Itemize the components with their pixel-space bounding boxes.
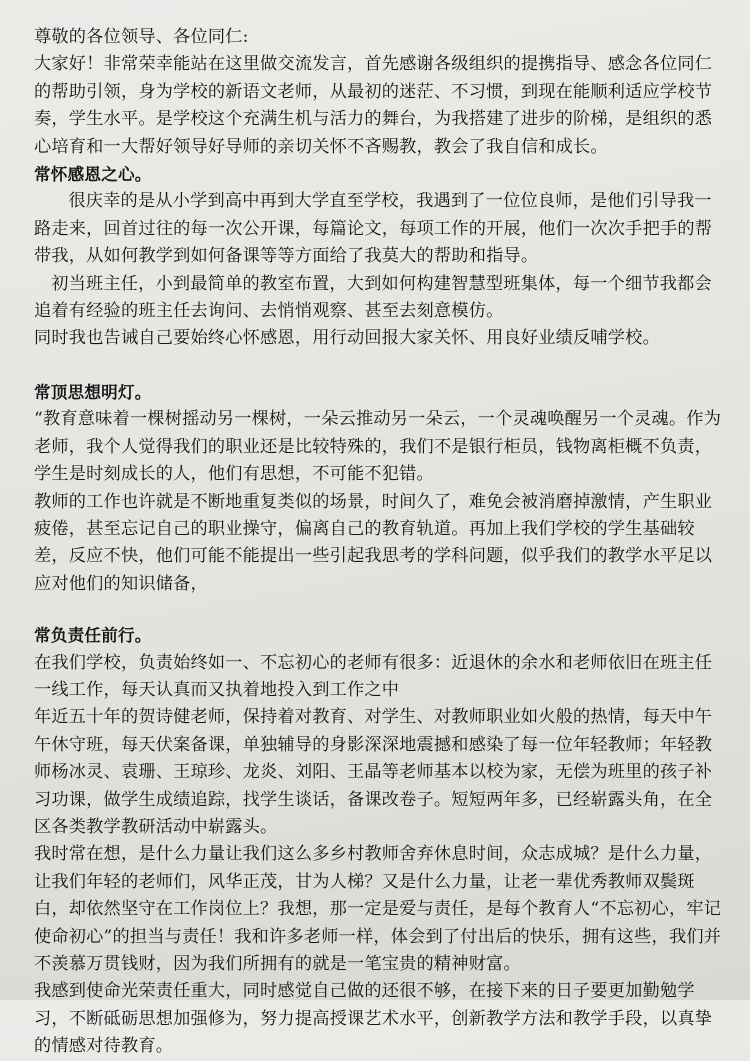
gratitude-paragraph-3: 同时我也告诫自己要始终心怀感恩，用行动回报大家关怀、用良好业绩反哺学校。 xyxy=(34,328,660,349)
responsibility-paragraph-4: 我感到使命光荣责任重大，同时感觉自己做的还很不够，在接下来的日子要更加勤勉学习，不断砥砺思想加强修为，努力提高授课艺术水平，创新教学方法和教学手段，以真挚的情感对待教育。 xyxy=(34,981,713,1057)
section-heading-gratitude: 常怀感恩之心。 xyxy=(34,164,152,185)
section-spacer xyxy=(34,353,724,379)
responsibility-paragraph-2: 年近五十年的贺诗健老师，保持着对教育、对学生、对教师职业如火般的热情，每天中午午休守班，每天伏案备课，单独辅导的身影深深地震撼和感染了每一位年轻教师；年轻教师杨冰灵、袁珊、王琼珍、龙炎、刘阳、王晶等老师基本以校为家，无偿为班里的孩子补习功课，做学生成绩追踪，找学生谈话，备课改卷子。短短两年多，已经崭露头角，在全区各类教学教研活动中崭露头。 xyxy=(34,707,713,837)
greeting: 尊敬的各位领导、各位同仁: xyxy=(34,27,249,47)
gratitude-paragraph-1: 很庆幸的是从小学到高中再到大学直至学校，我遇到了一位位良师，是他们引导我一路走来，回首过往的每一次公开课，每篇论文，每项工作的开展，他们一次次手把手的帮带我，从如何教学到如何备课等等方面给了我莫大的帮助和指导。 xyxy=(34,191,713,267)
responsibility-paragraph-3: 我时常在想，是什么力量让我们这么多乡村教师舍弃休息时间，众志成城？是什么力量，让我们年轻的老师们，风华正茂，甘为人梯？又是什么力量，让老一辈优秀教师双鬓斑白，却依然坚守在工作岗位上？我想，那一定是爱与责任，是每个教育人“不忘初心，牢记使命初心”的担当与责任！我和许多老师一样，体会到了付出后的快乐，拥有这些，我们并不羡慕万贯钱财，因为我们所拥有的就是一笔宝贵的精神财富。 xyxy=(34,844,722,974)
thought-paragraph-1: “教育意味着一棵树摇动另一棵树，一朵云推动另一朵云，一个灵魂唤醒另一个灵魂。作为老师，我个人觉得我们的职业还是比较特殊的，我们不是银行柜员，钱物离柜概不负责，学生是时刻成长的人，他们有思想，不可能不犯错。 xyxy=(34,409,722,485)
intro-paragraph: 大家好！非常荣幸能站在这里做交流发言，首先感谢各级组织的提携指导、感念各位同仁的帮助引领，身为学校的新语文老师，从最初的迷茫、不习惯，到现在能顺利适应学校节奏，学生水平。是学校这个充满生机与活力的舞台，为我搭建了进步的阶梯，是组织的悉心培育和一大帮好领导好导师的亲切关怀不吝赐教，教会了我自信和成长。 xyxy=(34,54,713,157)
responsibility-paragraph-1: 在我们学校，负责始终如一、不忘初心的老师有很多：近退休的余水和老师依旧在班主任一线工作，每天认真而又执着地投入到工作之中 xyxy=(34,652,713,700)
document-page xyxy=(34,24,724,1061)
section-heading-thought: 常顶思想明灯。 xyxy=(34,381,152,402)
section-heading-responsibility: 常负责任前行。 xyxy=(34,625,152,646)
thought-paragraph-2: 教师的工作也许就是不断地重复类似的场景，时间久了，难免会被消磨掉激情，产生职业疲倦，甚至忘记自己的职业操守，偏离自己的教育轨道。再加上我们学校的学生基础较差，反应不快，他们可能不能提出一些引起我思考的学科问题，似乎我们的教学水平足以应对他们的知识储备， xyxy=(34,491,713,594)
gratitude-paragraph-2: 初当班主任，小到最简单的教室布置，大到如何构建智慧型班集体，每一个细节我都会追着有经验的班主任去询问、去悄悄观察、甚至去刻意模仿。 xyxy=(34,273,712,322)
section-spacer xyxy=(34,598,724,622)
